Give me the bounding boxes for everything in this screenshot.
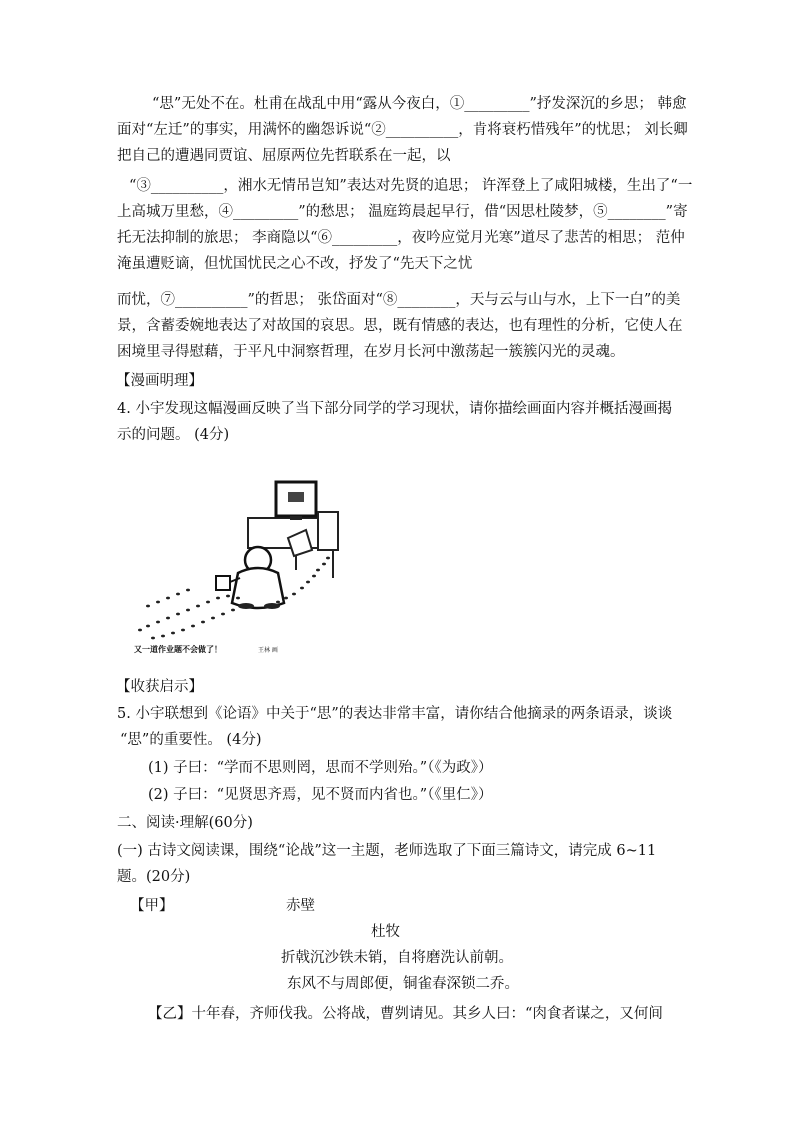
part-2-intro-cont: 题。(20分) xyxy=(117,869,191,885)
poem-author: 杜牧 xyxy=(371,924,400,940)
passage-line: 托无法抑制的旅思； 李商隐以“⑥_________，夜吟应觉月光寒”道尽了悲苦的相思； 范仲 xyxy=(117,230,685,246)
section-heading-comic: 【漫画明理】 xyxy=(116,373,203,389)
quote-1: (1) 子曰：“学而不思则罔，思而不学则殆。”（《为政》） xyxy=(148,760,493,776)
question-4: 4. 小宇发现这幅漫画反映了当下部分同学的学习现状，请你描绘画面内容并概括漫画揭 xyxy=(117,401,672,417)
prose-passage: 【乙】十年春，齐师伐我。公将战，曹刿请见。其乡人曰：“肉食者谋之，又何间 xyxy=(148,1006,663,1022)
comic-drawing xyxy=(128,478,378,660)
section-heading-harvest: 【收获启示】 xyxy=(116,679,203,695)
passage-line: “思”无处不在。杜甫在战乱中用“露从今夜白，①_________”抒发深沉的乡思； 韩愈 xyxy=(152,96,687,112)
passage-line: 淹虽遭贬谪，但忧国忧民之心不改，抒发了“先天下之忧 xyxy=(117,256,473,272)
part-2-intro: (一) 古诗文阅读课，围绕“论战”这一主题，老师选取了下面三篇诗文，请完成 6~11 xyxy=(117,843,657,859)
comic-caption: 又一道作业题不会做了！ xyxy=(134,645,222,654)
quote-2: (2) 子曰：“见贤思齐焉，见不贤而内省也。”（《里仁》） xyxy=(148,787,493,803)
poem-title: 赤壁 xyxy=(286,898,315,914)
question-4-cont: 示的问题。 (4分) xyxy=(117,427,230,443)
question-5-cont: “思”的重要性。 (4分) xyxy=(120,732,262,748)
passage-line: 困境里寻得慰藉，于平凡中洞察哲理，在岁月长河中激荡起一簇簇闪光的灵魂。 xyxy=(117,344,625,360)
passage-line: 面对“左迁”的事实，用满怀的幽怨诉说“②__________，肯将衰朽惜残年”的忧思； 刘长卿 xyxy=(117,122,688,138)
poem-line: 折戟沉沙铁未销，自将磨洗认前朝。 xyxy=(281,950,513,966)
passage-line: 而忧，⑦__________”的哲思； 张岱面对“⑧________，天与云与山与水，上下一白”的美 xyxy=(117,292,681,308)
poem-line: 东风不与周郎便，铜雀春深锁二乔。 xyxy=(287,976,519,992)
passage-line: 上高城万里愁，④_________”的愁思； 温庭筠晨起早行，借“因思杜陵梦，⑤________”寄 xyxy=(117,204,688,220)
passage-line: 景，含蓄委婉地表达了对故国的哀思。思，既有情感的表达，也有理性的分析，它使人在 xyxy=(117,318,683,334)
comic-author: 王林 画 xyxy=(258,647,278,654)
question-5: 5. 小宇联想到《论语》中关于“思”的表达非常丰富，请你结合他摘录的两条语录，谈谈 xyxy=(117,706,673,722)
passage-line: 把自己的遭遇同贾谊、屈原两位先哲联系在一起，以 xyxy=(117,148,451,164)
part-2-heading: 二、阅读·理解(60分) xyxy=(117,815,253,831)
passage-line: “③__________，湘水无情吊岂知”表达对先贤的追思； 许浑登上了咸阳城楼，生出了“一 xyxy=(129,178,693,194)
comic-illustration xyxy=(128,478,378,660)
poem-tag: 【甲】 xyxy=(130,898,174,914)
